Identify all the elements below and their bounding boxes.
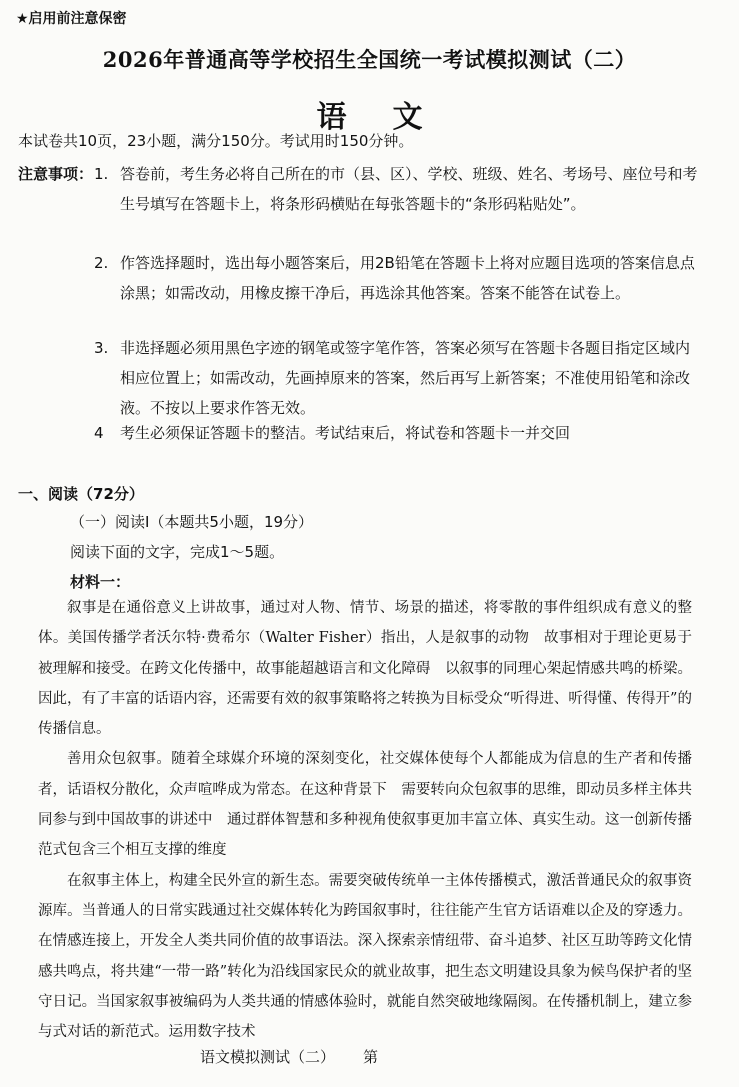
note-item: [94, 159, 700, 219]
subsection-title: （一）阅读Ⅰ（本题共5小题，19分）: [70, 513, 314, 531]
page-footer: [200, 1046, 378, 1067]
exam-info: 本试卷共10页，23小题，满分150分。考试用时150分钟。: [18, 132, 414, 150]
notes-label: 注意事项：: [18, 165, 94, 183]
passage-paragraph: 在叙事主体上，构建全民外宣的新生态。需要突破传统单一主体传播模式，激活普通民众的叙事资源库。当普通人的日常实践通过社交媒体转化为跨国叙事时，往往能产生官方话语难以企及的穿透力。在情感连接上，开发全人类共同价值的故事语法。深入探索亲情纽带、奋斗追梦、社区互助等跨文化情感共鸣点，将共建“一带一路”转化为沿线国家民众的就业故事，把生态文明建设具象为候鸟保护者的坚守日记。当国家叙事被编码为人类共通的情感体验时，就能自然突破地缘隔阂。在传播机制上，建立参与式对话的新范式。运用数字技术: [38, 872, 692, 1041]
note-number: 2.: [94, 254, 109, 272]
footer-page-mark: 第: [363, 1048, 379, 1066]
material-label: 材料一：: [70, 573, 131, 591]
subject-char-2: 文: [392, 100, 423, 135]
note-text: 非选择题必须用黑色字迹的钢笔或签字笔作答，答案必须写在答题卡各题目指定区域内相应位置上；如需改动，先画掉原来的答案，然后再写上新答案；不准使用铅笔和涂改液。不按以上要求作答无效。: [120, 339, 691, 417]
footer-text: 语文模拟测试（二）: [200, 1048, 336, 1066]
note-text: 考生必须保证答题卡的整洁。考试结束后，将试卷和答题卡一并交回: [120, 424, 571, 442]
note-number: 3.: [94, 339, 109, 357]
section-title: 一、阅读（72分）: [18, 485, 144, 503]
note-text: 作答选择题时，选出每小题答案后，用2B铅笔在答题卡上将对应题目选项的答案信息点涂黑；如需改动，用橡皮擦干净后，再选涂其他答案。答案不能答在试卷上。: [120, 254, 695, 302]
passage-paragraph: 善用众包叙事。随着全球媒介环境的深刻变化，社交媒体使每个人都能成为信息的生产者和传播者，话语权分散化，众声喧哗成为常态。在这种背景下 需要转向众包叙事的思维，即动员多样主体共同参与到中国故事的讲述中 通过群体智慧和多种视角使叙事更加丰富立体、真实生动。这一创新传播范式包含三个相互支撑的维度: [38, 751, 692, 859]
note-number: 1.: [94, 165, 109, 183]
note-item: [94, 333, 700, 423]
subject-char-1: 语: [316, 100, 347, 135]
note-text: 答卷前，考生务必将自己所在的市（县、区）、学校、班级、姓名、考场号、座位号和考生号填写在答题卡上，将条形码横贴在每张答题卡的“条形码粘贴处”。: [120, 165, 698, 213]
exam-title: 2026年普通高等学校招生全国统一考试模拟测试（二）: [102, 47, 637, 72]
instruction-text: 阅读下面的文字，完成1～5题。: [70, 543, 285, 561]
confidential-label: ★启用前注意保密: [16, 11, 127, 27]
passage-paragraph: 叙事是在通俗意义上讲故事，通过对人物、情节、场景的描述，将零散的事件组织成有意义的整体。美国传播学者沃尔特·费希尔（Walter Fisher）指出，人是叙事的动物 故事相对于理论更易于被理解和接受。在跨文化传播中，故事能超越语言和文化障碍 以叙事的同理心架起情感共鸣的桥梁。因此，有了丰富的话语内容，还需要有效的叙事策略将之转换为目标受众“听得进、听得懂、传得开”的传播信息。: [38, 600, 692, 738]
note-item: [94, 248, 700, 308]
passage: [38, 593, 692, 1047]
note-item: [94, 418, 700, 448]
note-number: 4: [94, 424, 104, 442]
